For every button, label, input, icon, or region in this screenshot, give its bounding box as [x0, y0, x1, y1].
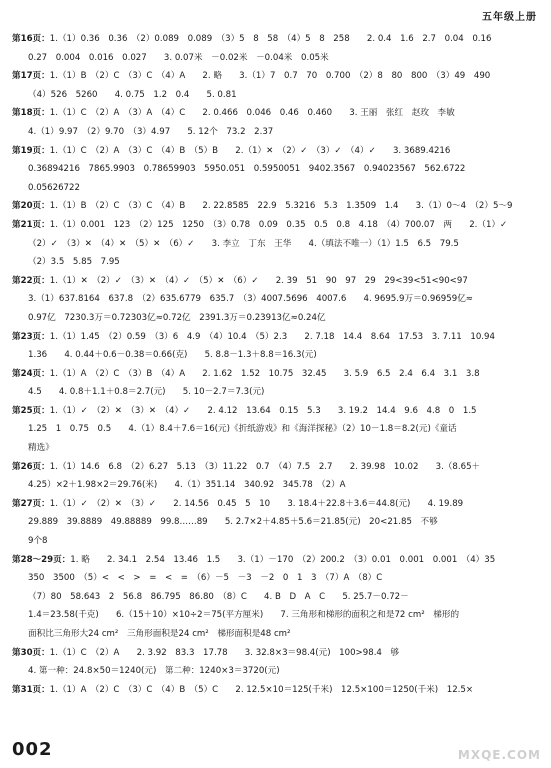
answer-text: 1.（1）C （2）A 2. 3.92 83.3 17.78 3. 32.8×3＝98.4(元) 100>98.4 够 — [49, 647, 400, 658]
answer-line — [12, 383, 540, 402]
answer-text: 0.05626722 — [28, 182, 80, 193]
answer-text: （7）80 58.643 2 56.8 86.795 86.80 （8）C 4. B D A C 5. 25.7－0.72－ — [28, 591, 409, 602]
page-label: 第21页： — [12, 219, 50, 230]
page-label: 第26页： — [12, 461, 50, 472]
answer-text: 29.889 39.8889 49.88889 99.8……89 5. 2.7×2＋4.85＋5.6＝21.85(元) 20<21.85 不够 — [28, 517, 438, 528]
answer-line — [12, 551, 540, 570]
answer-text: 1.（1）A （2）C （3）B （4）A 2. 1.62 1.52 10.75 32.45 3. 5.9 6.5 2.4 6.4 3.1 3.8 — [49, 368, 480, 379]
answer-line — [12, 216, 540, 235]
page-label: 第27页： — [12, 498, 50, 509]
answer-text: 0.27 0.004 0.016 0.027 3. 0.07米 －0.02米 －0.04米 0.05米 — [28, 52, 329, 63]
answer-entry — [12, 551, 540, 644]
answer-text: 3.（1）637.8164 637.8 （2）635.6779 635.7 （3）4007.5696 4007.6 4. 9695.9万＝0.96959亿≈ — [28, 294, 473, 305]
watermark: MXQE.COM — [457, 748, 541, 762]
answer-entry — [12, 104, 540, 141]
answer-line — [12, 458, 540, 477]
answer-line — [12, 86, 540, 105]
answer-entry — [12, 216, 540, 272]
answer-text: 1.（1）C （2）A （3）A （4）C 2. 0.466 0.046 0.46 0.460 3. 王丽 张红 赵玫 李敏 — [49, 108, 455, 119]
page-label: 第31页： — [12, 684, 50, 695]
page-label: 第30页： — [12, 647, 50, 658]
answer-text: 350 3500 （5）< < > = < = （6）－5 －3 －2 0 1 3 （7）A （8）C — [28, 573, 383, 584]
page-label: 第23页： — [12, 331, 50, 342]
answer-line — [12, 235, 540, 254]
answer-text: 1.（1）✓ （2）✕ （3）✓ 2. 14.56 0.45 5 10 3. 18.4＋22.8＋3.6＝44.8(元) 4. 19.89 — [49, 498, 464, 509]
answer-text: 1.4＝23.58(千克) 6.（15＋10）×10÷2＝75(平方厘米) 7. 三角形和梯形的面积之和是72 cm² 梯形的 — [28, 610, 460, 621]
answer-line — [12, 681, 540, 700]
answer-line — [12, 644, 540, 663]
answer-line — [12, 197, 540, 216]
answer-line — [12, 309, 540, 328]
answer-text: 9个8 — [28, 536, 48, 547]
answer-text: （2）✓ （3）✕ （4）✕ （5）✕ （6）✓ 3. 李立 丁东 王华 4.（填法不唯一）（1）1.5 6.5 79.5 — [28, 238, 459, 249]
answer-text: 4. 第一种：24.8×50＝1240(元) 第二种：1240×3＝3720(元) — [28, 666, 280, 677]
answer-entry — [12, 328, 540, 365]
answer-text: 1.（1）C （2）A （3）C （4）B （5）B 2.（1）✕ （2）✓ （3）✓ （4）✓ 3. 3689.4216 — [49, 145, 451, 156]
answer-text: 1.（1）14.6 6.8 （2）6.27 5.13 （3）11.22 0.7 （4）7.5 2.7 2. 39.98 10.02 3.（8.65＋ — [49, 461, 481, 472]
answer-text: 精选》 — [28, 443, 54, 454]
answer-line — [12, 328, 540, 347]
answer-line — [12, 476, 540, 495]
answer-text: 1.（1）1.45 （2）0.59 （3）6 4.9 （4）10.4 （5）2.3 2. 7.18 14.4 8.64 17.53 3. 7.11 10.94 — [49, 331, 495, 342]
answer-line — [12, 123, 540, 142]
answer-entry — [12, 30, 540, 67]
answer-text: 1.（1）✕ （2）✓ （3）✕ （4）✓ （5）✕ （6）✓ 2. 39 51 90 97 29 29<39<51<90<97 — [49, 275, 468, 286]
answer-text: 1.（1）B （2）C （3）C （4）A 2. 略 3.（1）7 0.7 70 0.700 （2）8 80 800 （3）49 490 — [49, 71, 491, 82]
answer-entry — [12, 644, 540, 681]
answer-line — [12, 290, 540, 309]
page-label: 第17页： — [12, 71, 50, 82]
answer-line — [12, 30, 540, 49]
book-grade-header: 五年级上册 — [482, 12, 537, 23]
page-label: 第18页： — [12, 108, 50, 119]
answer-entry — [12, 272, 540, 328]
answer-entry — [12, 681, 540, 700]
answer-line — [12, 104, 540, 123]
page-label: 第22页： — [12, 275, 50, 286]
answer-entry — [12, 197, 540, 216]
answer-text: 1.（1）0.36 0.36 （2）0.089 0.089 （3）5 8 58 （4）5 8 258 2. 0.4 1.6 2.7 0.04 0.16 — [49, 34, 492, 44]
answer-text: 1.36 4. 0.44＋0.6－0.38＝0.66(克) 5. 8.8－1.3＋8.8＝16.3(元) — [28, 350, 317, 361]
answer-line — [12, 67, 540, 86]
answer-entry — [12, 458, 540, 495]
page-label: 第28～29页： — [12, 554, 71, 565]
answer-line — [12, 662, 540, 681]
answer-text: （2）3.5 5.85 7.95 — [28, 257, 120, 268]
answer-text: 1.25 1 0.75 0.5 4.（1）8.4＋7.6＝16(元)《折纸游戏》和《海洋探秘》（2）10－1.8＝8.2(元)《童话 — [28, 424, 457, 435]
answer-entry — [12, 495, 540, 551]
answer-line — [12, 49, 540, 68]
answer-entry — [12, 365, 540, 402]
answer-line — [12, 532, 540, 551]
answer-line — [12, 588, 540, 607]
answer-text: 面积比三角形大24 cm² 三角形面积是24 cm² 梯形面积是48 cm² — [28, 629, 291, 639]
answer-line — [12, 179, 540, 198]
page-label: 第16页： — [12, 34, 50, 44]
answer-text: 1. 略 2. 34.1 2.54 13.46 1.5 3.（1）－170 （2）200.2 （3）0.01 0.001 0.001 （4）35 — [70, 554, 496, 565]
answer-line — [12, 439, 540, 458]
answer-line — [12, 625, 540, 644]
answer-text: 4.（1）9.97 （2）9.70 （3）4.97 5. 12个 73.2 2.37 — [28, 126, 274, 137]
page-label: 第19页： — [12, 145, 50, 156]
answer-line — [12, 346, 540, 365]
page-label: 第20页： — [12, 201, 50, 212]
answer-line — [12, 420, 540, 439]
answer-text: 1.（1）0.001 123 （2）125 1250 （3）0.78 0.09 0.35 0.5 0.8 4.18 （4）700.07 两 2.（1）✓ — [49, 219, 508, 230]
answer-line — [12, 495, 540, 514]
answer-text: 4.5 4. 0.8＋1.1＋0.8＝2.7(元) 5. 10－2.7＝7.3(元) — [28, 387, 265, 398]
answer-entry — [12, 67, 540, 104]
answer-entry — [12, 402, 540, 458]
answer-text: 1.（1）B （2）C （3）C （4）B 2. 22.8585 22.9 5.3216 5.3 1.3509 1.4 3.（1）0～4 （2）5～9 — [49, 201, 513, 212]
answer-line — [12, 606, 540, 625]
answer-text: 0.36894216 7865.9903 0.78659903 5950.051 0.5950051 9402.3567 0.94023567 562.6722 — [28, 164, 466, 175]
answer-line — [12, 402, 540, 421]
page-number: 002 — [12, 739, 53, 760]
answer-line — [12, 569, 540, 588]
answer-line — [12, 160, 540, 179]
answer-line — [12, 513, 540, 532]
page-label: 第24页： — [12, 368, 50, 379]
page-label: 第25页： — [12, 405, 50, 416]
answer-list — [12, 30, 540, 699]
answer-line — [12, 365, 540, 384]
answer-text: 4.25）×2＋1.98×2＝29.76(米) 4.（1）351.14 340.92 345.78 （2）A — [28, 480, 346, 491]
answer-text: 1.（1）✓ （2）✕ （3）✕ （4）✓ 2. 4.12 13.64 0.15 5.3 3. 19.2 14.4 9.6 4.8 0 1.5 — [49, 405, 477, 416]
answer-text: 0.97亿 7230.3万＝0.72303亿≈0.72亿 2391.3万＝0.23913亿≈0.24亿 — [28, 312, 326, 323]
answer-line — [12, 272, 540, 291]
answer-entry — [12, 142, 540, 198]
answer-text: 1.（1）A （2）C （3）C （4）B （5）C 2. 12.5×10＝125(千米) 12.5×100＝1250(千米) 12.5× — [49, 684, 474, 695]
answer-line — [12, 253, 540, 272]
answer-text: （4）526 5260 4. 0.75 1.2 0.4 5. 0.81 — [28, 89, 237, 100]
answer-line — [12, 142, 540, 161]
